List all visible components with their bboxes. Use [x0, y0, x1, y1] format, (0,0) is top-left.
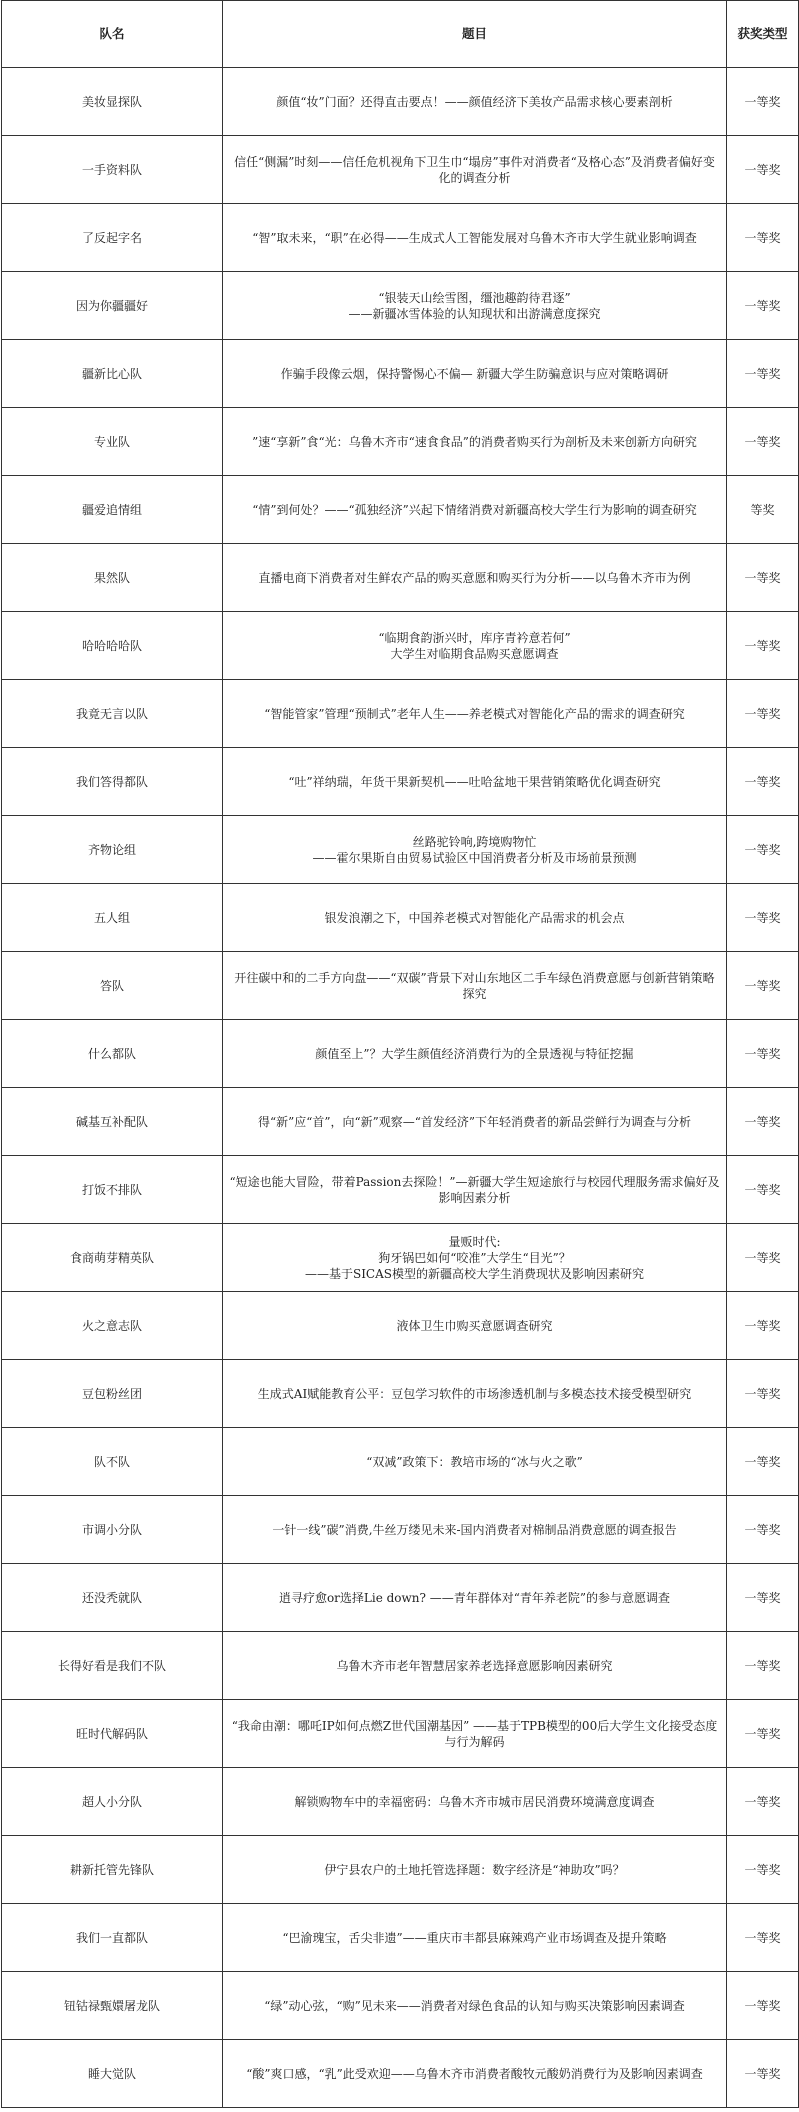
- table-row: [2, 1836, 799, 1904]
- team-cell: 一手资料队: [2, 136, 223, 204]
- award-cell: 一等奖: [727, 1768, 799, 1836]
- title-cell: “双减”政策下：教培市场的“冰与火之歌”: [223, 1428, 727, 1496]
- team-cell: 耕新托管先锋队: [2, 1836, 223, 1904]
- title-cell: 作骗手段像云烟，保持警惕心不偏— 新疆大学生防骗意识与应对策略调研: [223, 340, 727, 408]
- team-cell: 五人组: [2, 884, 223, 952]
- title-cell: 颜值“妆”门面？还得直击要点！——颜值经济下美妆产品需求核心要素剖析: [223, 68, 727, 136]
- award-cell: 一等奖: [727, 408, 799, 476]
- award-cell: 一等奖: [727, 1972, 799, 2040]
- team-cell: 答队: [2, 952, 223, 1020]
- table-row: [2, 816, 799, 884]
- award-cell: 一等奖: [727, 748, 799, 816]
- table-row: [2, 612, 799, 680]
- team-cell: 豆包粉丝团: [2, 1360, 223, 1428]
- title-cell: “短途也能大冒险，带着Passion去探险！”—新疆大学生短途旅行与校园代理服务需求偏好及影响因素分析: [223, 1156, 727, 1224]
- title-cell: 直播电商下消费者对生鲜农产品的购买意愿和购买行为分析——以乌鲁木齐市为例: [223, 544, 727, 612]
- table-row: [2, 748, 799, 816]
- team-cell: 火之意志队: [2, 1292, 223, 1360]
- table-row: [2, 1428, 799, 1496]
- table-row: [2, 476, 799, 544]
- table-row: [2, 272, 799, 340]
- team-cell: 我们答得都队: [2, 748, 223, 816]
- table-row: [2, 1088, 799, 1156]
- award-cell: 一等奖: [727, 204, 799, 272]
- award-cell: 一等奖: [727, 1156, 799, 1224]
- title-cell: “吐”祥纳瑞，年货干果新契机——吐哈盆地干果营销策略优化调查研究: [223, 748, 727, 816]
- team-cell: 美妆显探队: [2, 68, 223, 136]
- team-cell: 齐物论组: [2, 816, 223, 884]
- table-row: [2, 2040, 799, 2108]
- title-cell: 逍寻疗愈or选择Lie down? ——青年群体对“青年养老院”的参与意愿调查: [223, 1564, 727, 1632]
- award-cell: 一等奖: [727, 1836, 799, 1904]
- title-cell: “智”取未来，“职”在必得——生成式人工智能发展对乌鲁木齐市大学生就业影响调查: [223, 204, 727, 272]
- title-cell: “绿”动心弦，“购”见未来——消费者对绿色食品的认知与购买决策影响因素调查: [223, 1972, 727, 2040]
- title-cell: 乌鲁木齐市老年智慧居家养老选择意愿影响因素研究: [223, 1632, 727, 1700]
- award-cell: 等奖: [727, 476, 799, 544]
- award-cell: 一等奖: [727, 884, 799, 952]
- table-row: [2, 340, 799, 408]
- table-row: [2, 68, 799, 136]
- award-cell: 一等奖: [727, 544, 799, 612]
- team-cell: 专业队: [2, 408, 223, 476]
- table-row: [2, 1700, 799, 1768]
- award-cell: 一等奖: [727, 1088, 799, 1156]
- title-cell: “我命由潮：哪吒IP如何点燃Z世代国潮基因” ——基于TPB模型的00后大学生文化接受态度与行为解码: [223, 1700, 727, 1768]
- team-cell: 碱基互补配队: [2, 1088, 223, 1156]
- table-row: [2, 408, 799, 476]
- team-cell: 疆新比心队: [2, 340, 223, 408]
- award-cell: 一等奖: [727, 136, 799, 204]
- title-cell: 丝路驼铃响,跨境购物忙 ——霍尔果斯自由贸易试验区中国消费者分析及市场前景预测: [223, 816, 727, 884]
- award-cell: 一等奖: [727, 1904, 799, 1972]
- team-cell: 还没秃就队: [2, 1564, 223, 1632]
- team-cell: 长得好看是我们不队: [2, 1632, 223, 1700]
- award-cell: 一等奖: [727, 272, 799, 340]
- award-cell: 一等奖: [727, 1292, 799, 1360]
- table-row: [2, 1972, 799, 2040]
- award-cell: 一等奖: [727, 2040, 799, 2108]
- team-cell: 因为你疆疆好: [2, 272, 223, 340]
- award-cell: 一等奖: [727, 1360, 799, 1428]
- team-cell: 果然队: [2, 544, 223, 612]
- title-cell: 得“新”应“首”，向“新”观察—“首发经济”下年轻消费者的新品尝鲜行为调查与分析: [223, 1088, 727, 1156]
- award-cell: 一等奖: [727, 340, 799, 408]
- team-cell: 市调小分队: [2, 1496, 223, 1564]
- title-cell: “巴渝瑰宝，舌尖非遗”——重庆市丰都县麻辣鸡产业市场调查及提升策略: [223, 1904, 727, 1972]
- table-row: [2, 1632, 799, 1700]
- table-row: [2, 884, 799, 952]
- table-row: [2, 1020, 799, 1088]
- title-cell: 银发浪潮之下，中国养老模式对智能化产品需求的机会点: [223, 884, 727, 952]
- table-row: [2, 544, 799, 612]
- table-row: [2, 1904, 799, 1972]
- award-cell: 一等奖: [727, 68, 799, 136]
- team-cell: 队不队: [2, 1428, 223, 1496]
- team-cell: 超人小分队: [2, 1768, 223, 1836]
- title-cell: 解锁购物车中的幸福密码：乌鲁木齐市城市居民消费环境满意度调查: [223, 1768, 727, 1836]
- team-cell: 什么都队: [2, 1020, 223, 1088]
- team-cell: 睡大觉队: [2, 2040, 223, 2108]
- table-row: [2, 1564, 799, 1632]
- table-row: [2, 1496, 799, 1564]
- table-row: [2, 1224, 799, 1292]
- header-team: 队名: [2, 1, 223, 68]
- title-cell: “智能管家”管理“预制式”老年人生——养老模式对智能化产品的需求的调查研究: [223, 680, 727, 748]
- table-row: [2, 680, 799, 748]
- team-cell: 疆爱追情组: [2, 476, 223, 544]
- title-cell: “临期食韵浙兴时，库序青衿意若何” 大学生对临期食品购买意愿调查: [223, 612, 727, 680]
- team-cell: 食商萌芽精英队: [2, 1224, 223, 1292]
- title-cell: 信任“侧漏”时刻——信任危机视角下卫生巾“塌房”事件对消费者“及格心态”及消费者偏好变化的调查分析: [223, 136, 727, 204]
- award-cell: 一等奖: [727, 1564, 799, 1632]
- title-cell: 伊宁县农户的土地托管选择题：数字经济是“神助攻”吗？: [223, 1836, 727, 1904]
- header-row: [2, 1, 799, 68]
- award-cell: 一等奖: [727, 1632, 799, 1700]
- header-title: 题目: [223, 1, 727, 68]
- title-cell: 颜值至上”？大学生颜值经济消费行为的全景透视与特征挖掘: [223, 1020, 727, 1088]
- title-cell: “情”到何处？——“孤独经济”兴起下情绪消费对新疆高校大学生行为影响的调查研究: [223, 476, 727, 544]
- award-cell: 一等奖: [727, 816, 799, 884]
- award-cell: 一等奖: [727, 952, 799, 1020]
- title-cell: 量贩时代: 狗牙锅巴如何“咬准”大学生“目光”？ ——基于SICAS模型的新疆高校大学生消费现状及影响因素研究: [223, 1224, 727, 1292]
- title-cell: 液体卫生巾购买意愿调查研究: [223, 1292, 727, 1360]
- team-cell: 旺时代解码队: [2, 1700, 223, 1768]
- team-cell: 我竟无言以队: [2, 680, 223, 748]
- award-cell: 一等奖: [727, 680, 799, 748]
- award-table: [1, 0, 799, 2108]
- team-cell: 了反起字名: [2, 204, 223, 272]
- header-award: 获奖类型: [727, 1, 799, 68]
- award-cell: 一等奖: [727, 1700, 799, 1768]
- award-cell: 一等奖: [727, 1224, 799, 1292]
- table-row: [2, 952, 799, 1020]
- title-cell: 一针一线”碳”消费,牛丝万缕见未来-国内消费者对棉制品消费意愿的调查报告: [223, 1496, 727, 1564]
- table-row: [2, 1768, 799, 1836]
- table-row: [2, 1292, 799, 1360]
- team-cell: 打饭不排队: [2, 1156, 223, 1224]
- table-row: [2, 136, 799, 204]
- award-cell: 一等奖: [727, 1496, 799, 1564]
- title-cell: 开往碳中和的二手方向盘——“双碳”背景下对山东地区二手车绿色消费意愿与创新营销策略探究: [223, 952, 727, 1020]
- award-cell: 一等奖: [727, 612, 799, 680]
- table-row: [2, 204, 799, 272]
- title-cell: 生成式AI赋能教育公平：豆包学习软件的市场渗透机制与多模态技术接受模型研究: [223, 1360, 727, 1428]
- table-body: [2, 68, 799, 2108]
- award-cell: 一等奖: [727, 1428, 799, 1496]
- table-row: [2, 1360, 799, 1428]
- table-row: [2, 1156, 799, 1224]
- team-cell: 钮钴禄甄嬛屠龙队: [2, 1972, 223, 2040]
- award-cell: 一等奖: [727, 1020, 799, 1088]
- title-cell: ”速“享新”食“光：乌鲁木齐市“速食食品”的消费者购买行为剖析及未来创新方向研究: [223, 408, 727, 476]
- title-cell: “酸”爽口感，“乳”此受欢迎——乌鲁木齐市消费者酸牧元酸奶消费行为及影响因素调查: [223, 2040, 727, 2108]
- team-cell: 哈哈哈哈队: [2, 612, 223, 680]
- title-cell: “银装天山绘雪图，缰池趣韵待君逐” ——新疆冰雪体验的认知现状和出游满意度探究: [223, 272, 727, 340]
- team-cell: 我们一直都队: [2, 1904, 223, 1972]
